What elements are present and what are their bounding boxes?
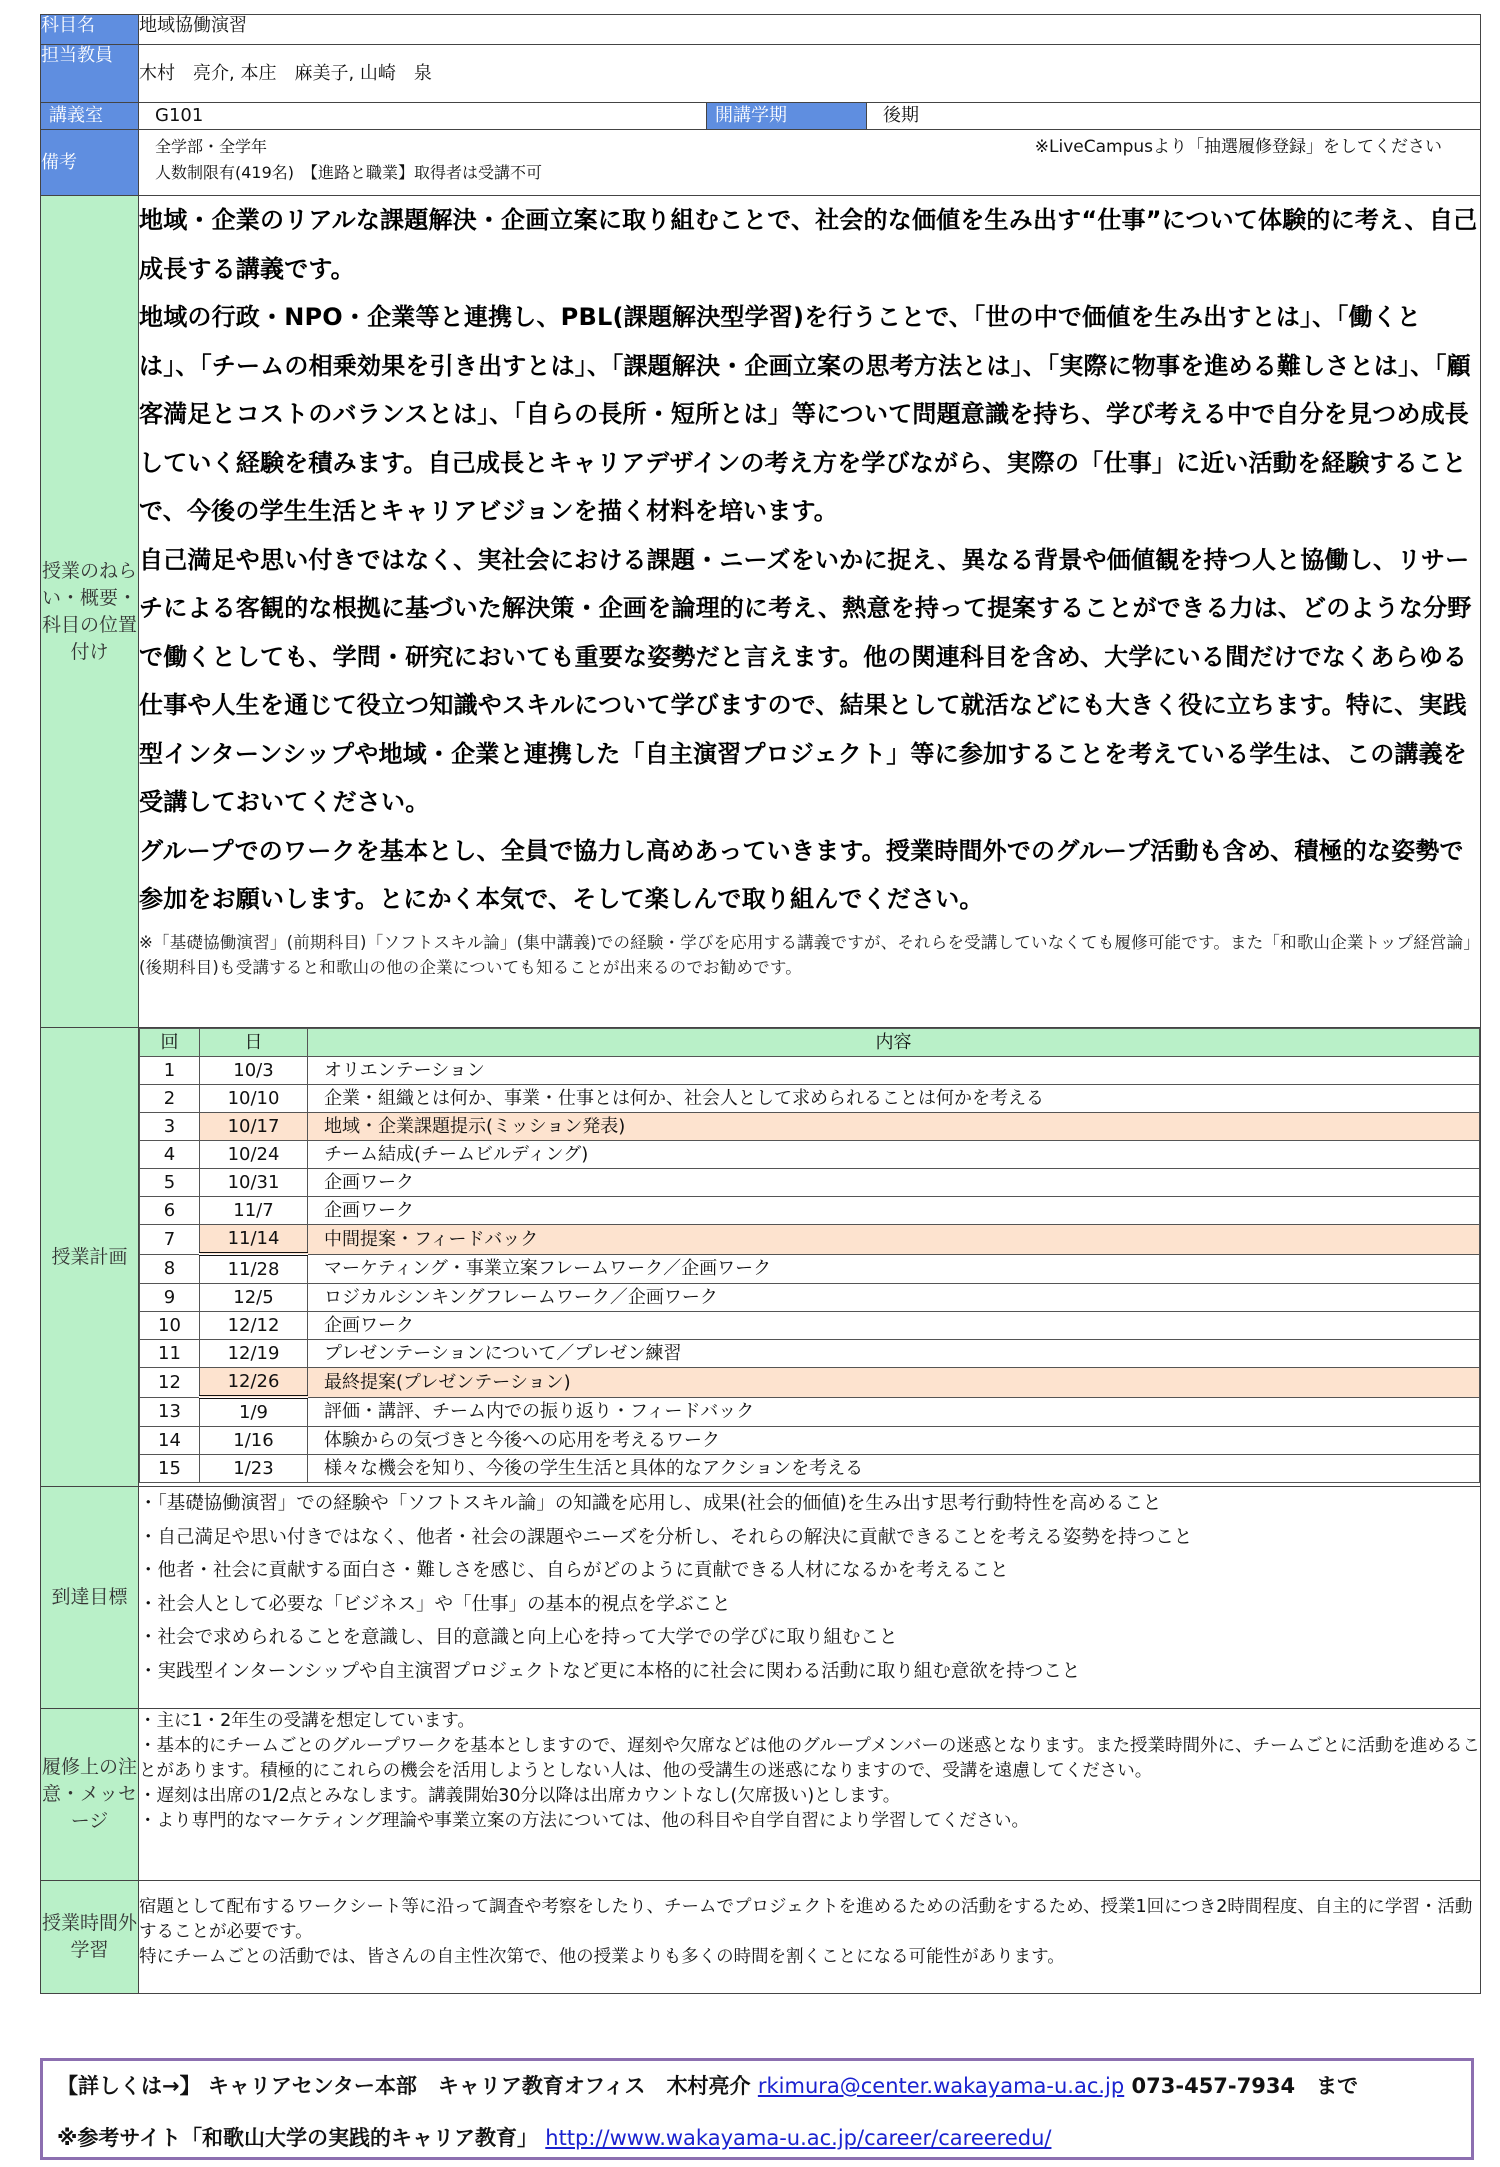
session-content: 体験からの気づきと今後への応用を考えるワーク bbox=[308, 1427, 1480, 1455]
remarks-row bbox=[41, 130, 1481, 196]
session-content: 企画ワーク bbox=[308, 1169, 1480, 1197]
caution-item: ・基本的にチームごとのグループワークを基本としますので、遅刻や欠席などは他のグループメンバーの迷惑となります。また授業時間外に、チームごとに活動を進めることがあります。積極的にこれらの機会を活用しようとしない人は、他の受講生の迷惑になりますので、受講を遠慮してください。 bbox=[139, 1736, 1481, 1781]
plan-header-date: 日 bbox=[200, 1029, 308, 1057]
teacher-label: 担当教員 bbox=[41, 45, 139, 103]
session-number: 6 bbox=[140, 1197, 200, 1225]
aim-note: ※「基礎協働演習」(前期科目)「ソフトスキル論」(集中講義)での経験・学びを応用する講義ですが、それらを受講していなくても履修可能です。また「和歌山企業トップ経営論」(後期科目)も受講すると和歌山の他の企業についても知ることが出来るのでお勧めです。 bbox=[139, 932, 1481, 977]
teacher-names: 木村 亮介, 本庄 麻美子, 山崎 泉 bbox=[139, 45, 1481, 103]
lottery-note: ※LiveCampusより「抽選履修登録」をしてください bbox=[1034, 137, 1443, 157]
session-number: 11 bbox=[140, 1340, 200, 1368]
goals-label: 到達目標 bbox=[41, 1487, 139, 1709]
session-date: 1/23 bbox=[200, 1455, 308, 1483]
session-date: 12/5 bbox=[200, 1284, 308, 1312]
session-date: 11/28 bbox=[200, 1254, 308, 1284]
session-date: 10/3 bbox=[200, 1057, 308, 1085]
session-date: 12/12 bbox=[200, 1312, 308, 1340]
subject-name: 地域協働演習 bbox=[139, 15, 1481, 45]
session-date: 10/10 bbox=[200, 1085, 308, 1113]
plan-header-row bbox=[140, 1029, 1480, 1057]
plan-row-12 bbox=[140, 1368, 1480, 1398]
session-date: 10/31 bbox=[200, 1169, 308, 1197]
plan-table bbox=[139, 1028, 1480, 1483]
session-number: 15 bbox=[140, 1455, 200, 1483]
plan-row-4 bbox=[140, 1141, 1480, 1169]
session-date: 10/17 bbox=[200, 1113, 308, 1141]
plan-row-1 bbox=[140, 1057, 1480, 1085]
goal-item: ・「基礎協働演習」での経験や「ソフトスキル論」の知識を応用し、成果(社会的価値)を生み出す思考行動特性を高めること bbox=[139, 1493, 1162, 1514]
syllabus-sheet bbox=[40, 14, 1480, 1994]
goal-item: ・他者・社会に貢献する面白さ・難しさを感じ、自らがどのように貢献できる人材になるかを考えること bbox=[139, 1560, 1009, 1581]
session-date: 12/26 bbox=[200, 1368, 308, 1398]
remarks-line1: 全学部・全学年 bbox=[155, 137, 268, 156]
aim-paragraph-3: 自己満足や思い付きではなく、実社会における課題・ニーズをいかに捉え、異なる背景や価値観を持つ人と協働し、リサーチによる客観的な根拠に基づいた解決策・企画を論理的に考え、熱意を持って提案することができる力は、どのような分野で働くとしても、学問・研究においても重要な姿勢だと言えます。他の関連科目を含め、大学にいる間だけでなくあらゆる仕事や人生を通じて役立つ知識やスキルについて学びますので、結果として就活などにも大きく役に立ちます。特に、実践型インターンシップや地域・企業と連携した「自主演習プロジェクト」等に参加することを考えている学生は、この講義を受講しておいてください。 bbox=[139, 545, 1472, 816]
plan-header-no: 回 bbox=[140, 1029, 200, 1057]
plan-label: 授業計画 bbox=[41, 1028, 139, 1487]
session-number: 14 bbox=[140, 1427, 200, 1455]
goals-cell bbox=[139, 1487, 1481, 1709]
session-number: 13 bbox=[140, 1397, 200, 1427]
session-content: 様々な機会を知り、今後の学生生活と具体的なアクションを考える bbox=[308, 1455, 1480, 1483]
term-label: 開講学期 bbox=[707, 103, 867, 130]
reference-prefix: ※参考サイト「和歌山大学の実践的キャリア教育」 bbox=[57, 2126, 546, 2150]
plan-row-14 bbox=[140, 1427, 1480, 1455]
aim-paragraph-1: 地域・企業のリアルな課題解決・企画立案に取り組むことで、社会的な価値を生み出す“仕事”について体験的に考え、自己成長する講義です。 bbox=[139, 206, 1478, 283]
outside-item: 宿題として配布するワークシート等に沿って調査や考察をしたり、チームでプロジェクトを進めるための活動をするため、授業1回につき2時間程度、自主的に学習・活動することが必要です。 bbox=[139, 1897, 1473, 1942]
remarks-cell bbox=[139, 130, 1481, 196]
session-content: マーケティング・事業立案フレームワーク／企画ワーク bbox=[308, 1254, 1480, 1284]
session-content: ロジカルシンキングフレームワーク／企画ワーク bbox=[308, 1284, 1480, 1312]
session-date: 11/7 bbox=[200, 1197, 308, 1225]
subject-row bbox=[41, 15, 1481, 45]
subject-label: 科目名 bbox=[41, 15, 139, 45]
room-value: G101 bbox=[139, 103, 707, 130]
room-label: 講義室 bbox=[41, 103, 139, 130]
aim-label: 授業のねらい・概要・科目の位置付け bbox=[41, 196, 139, 1028]
session-number: 5 bbox=[140, 1169, 200, 1197]
contact-prefix: 【詳しくは→】 キャリアセンター本部 キャリア教育オフィス 木村亮介 bbox=[57, 2074, 758, 2098]
session-number: 2 bbox=[140, 1085, 200, 1113]
room-row bbox=[41, 103, 1481, 130]
contact-line bbox=[57, 2071, 1457, 2101]
reference-site-link[interactable]: http://www.wakayama-u.ac.jp/career/careeredu/ bbox=[545, 2126, 1052, 2150]
session-number: 4 bbox=[140, 1141, 200, 1169]
aim-paragraph-4: グループでのワークを基本とし、全員で協力し高めあっていきます。授業時間外でのグループ活動も含め、積極的な姿勢で参加をお願いします。とにかく本気で、そして楽しんで取り組んでください。 bbox=[139, 836, 1464, 913]
plan-header-content: 内容 bbox=[308, 1029, 1480, 1057]
plan-row-5 bbox=[140, 1169, 1480, 1197]
caution-item: ・より専門的なマーケティング理論や事業立案の方法については、他の科目や自学自習により学習してください。 bbox=[139, 1811, 1030, 1831]
aim-row bbox=[41, 196, 1481, 1028]
session-number: 1 bbox=[140, 1057, 200, 1085]
session-date: 11/14 bbox=[200, 1225, 308, 1255]
term-value: 後期 bbox=[867, 103, 1481, 130]
goal-item: ・実践型インターンシップや自主演習プロジェクトなど更に本格的に社会に関わる活動に取り組む意欲を持つこと bbox=[139, 1660, 1081, 1682]
session-number: 3 bbox=[140, 1113, 200, 1141]
session-date: 1/16 bbox=[200, 1427, 308, 1455]
caution-item: ・主に1・2年生の受講を想定しています。 bbox=[139, 1711, 475, 1731]
session-content: 企画ワーク bbox=[308, 1197, 1480, 1225]
session-number: 7 bbox=[140, 1225, 200, 1255]
outside-item: 特にチームごとの活動では、皆さんの自主性次第で、他の授業よりも多くの時間を割くことになる可能性があります。 bbox=[139, 1947, 1065, 1967]
contact-phone: 073-457-7934 まで bbox=[1124, 2074, 1359, 2098]
session-date: 1/9 bbox=[200, 1397, 308, 1427]
goal-item: ・社会人として必要な「ビジネス」や「仕事」の基本的視点を学ぶこと bbox=[139, 1593, 731, 1615]
cautions-cell bbox=[139, 1709, 1481, 1881]
plan-row-8 bbox=[140, 1254, 1480, 1284]
session-content: 評価・講評、チーム内での振り返り・フィードバック bbox=[308, 1397, 1480, 1427]
reference-line bbox=[57, 2123, 1457, 2153]
session-number: 10 bbox=[140, 1312, 200, 1340]
plan-row-13 bbox=[140, 1397, 1480, 1427]
goals-row bbox=[41, 1487, 1481, 1709]
session-content: オリエンテーション bbox=[308, 1057, 1480, 1085]
plan-row-7 bbox=[140, 1225, 1480, 1255]
session-number: 12 bbox=[140, 1368, 200, 1398]
teacher-row bbox=[41, 45, 1481, 103]
session-content: 地域・企業課題提示(ミッション発表) bbox=[308, 1113, 1480, 1141]
session-content: チーム結成(チームビルディング) bbox=[308, 1141, 1480, 1169]
plan-row-9 bbox=[140, 1284, 1480, 1312]
contact-email-link[interactable]: rkimura@center.wakayama-u.ac.jp bbox=[757, 2074, 1125, 2098]
outside-cell bbox=[139, 1881, 1481, 1994]
session-number: 8 bbox=[140, 1254, 200, 1284]
cautions-row bbox=[41, 1709, 1481, 1881]
session-date: 10/24 bbox=[200, 1141, 308, 1169]
plan-row-10 bbox=[140, 1312, 1480, 1340]
session-number: 9 bbox=[140, 1284, 200, 1312]
session-content: 企業・組織とは何か、事業・仕事とは何か、社会人として求められることは何かを考える bbox=[308, 1085, 1480, 1113]
remarks-label: 備考 bbox=[41, 130, 139, 196]
syllabus-table bbox=[40, 14, 1481, 1994]
remarks-line2: 人数制限有(419名) 【進路と職業】取得者は受講不可 bbox=[155, 163, 543, 182]
outside-row bbox=[41, 1881, 1481, 1994]
plan-row bbox=[41, 1028, 1481, 1487]
aim-cell bbox=[139, 196, 1481, 1028]
outside-label: 授業時間外学習 bbox=[41, 1881, 139, 1994]
aim-paragraph-2: 地域の行政・NPO・企業等と連携し、PBL(課題解決型学習)を行うことで、「世の中で価値を生み出すとは」、「働くとは」、「チームの相乗効果を引き出すとは」、「課題解決・企画立案の思考方法とは」、「実際に物事を進める難しさとは」、「顧客満足とコストのバランスとは」、「自らの長所・短所とは」等について問題意識を持ち、学び考える中で自分を見つめ成長していく経験を積みます。自己成長とキャリアデザインの考え方を学びながら、実際の「仕事」に近い活動を経験することで、今後の学生生活とキャリアビジョンを描く材料を培います。 bbox=[139, 303, 1471, 525]
plan-cell bbox=[139, 1028, 1481, 1487]
contact-box bbox=[40, 2058, 1474, 2160]
goal-item: ・社会で求められることを意識し、目的意識と向上心を持って大学での学びに取り組むこと bbox=[139, 1627, 898, 1648]
caution-item: ・遅刻は出席の1/2点とみなします。講義開始30分以降は出席カウントなし(欠席扱い)とします。 bbox=[139, 1786, 901, 1806]
plan-row-15 bbox=[140, 1455, 1480, 1483]
session-content: 中間提案・フィードバック bbox=[308, 1225, 1480, 1255]
cautions-label: 履修上の注意・メッセージ bbox=[41, 1709, 139, 1881]
plan-row-3 bbox=[140, 1113, 1480, 1141]
session-content: プレゼンテーションについて／プレゼン練習 bbox=[308, 1340, 1480, 1368]
goal-item: ・自己満足や思い付きではなく、他者・社会の課題やニーズを分析し、それらの解決に貢献できることを考える姿勢を持つこと bbox=[139, 1526, 1193, 1548]
session-content: 最終提案(プレゼンテーション) bbox=[308, 1368, 1480, 1398]
plan-row-2 bbox=[140, 1085, 1480, 1113]
plan-row-6 bbox=[140, 1197, 1480, 1225]
session-content: 企画ワーク bbox=[308, 1312, 1480, 1340]
plan-row-11 bbox=[140, 1340, 1480, 1368]
session-date: 12/19 bbox=[200, 1340, 308, 1368]
